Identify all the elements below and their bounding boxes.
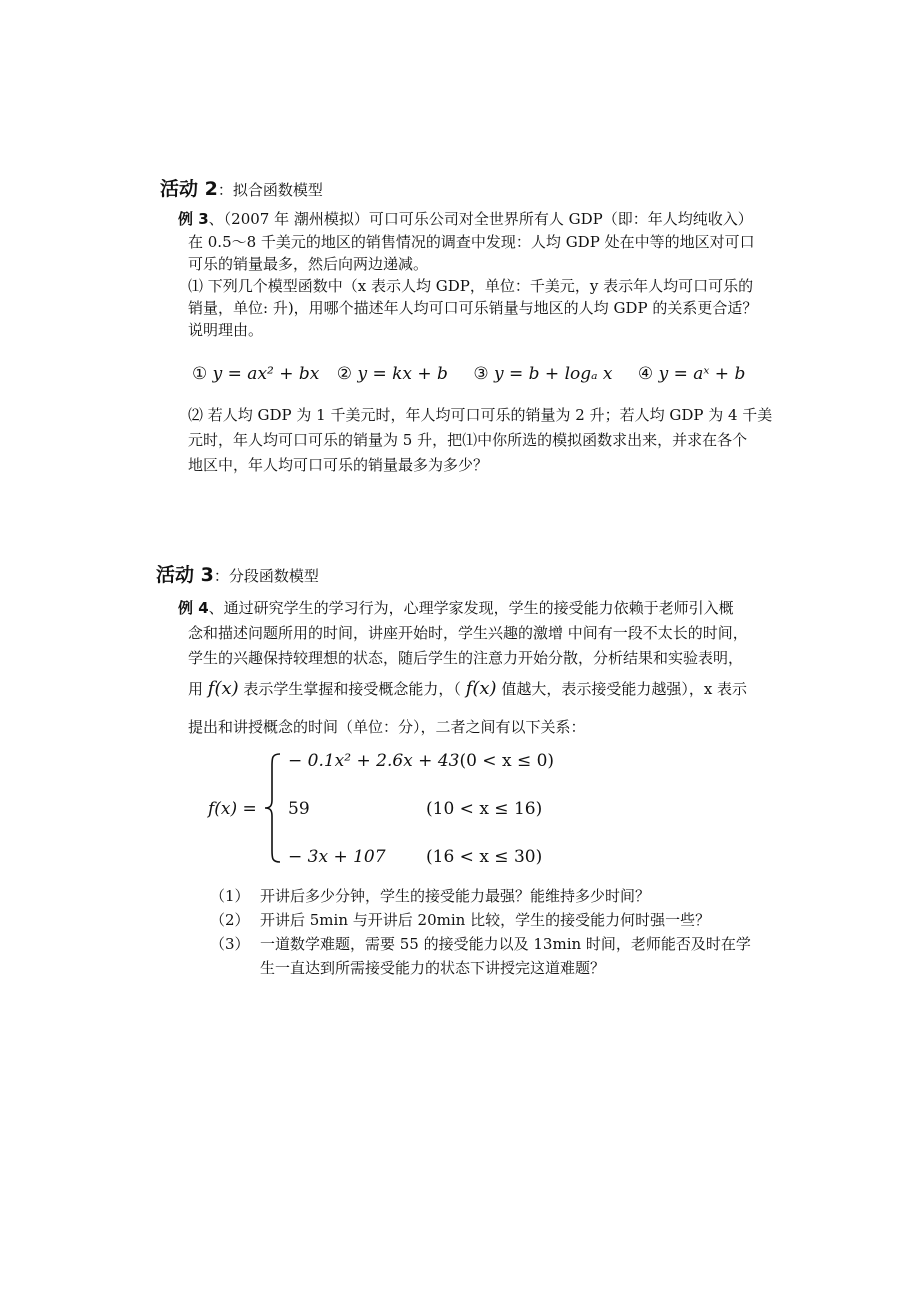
question-3-line-2: 生一直达到所需接受能力的状态下讲授完这道难题？ xyxy=(260,959,606,977)
piece-3-cond: (16 < x ≤ 30) xyxy=(426,847,543,867)
question-2-num: （2） xyxy=(210,911,250,929)
activity3-title: 活动 3 xyxy=(156,564,214,586)
piece-2 xyxy=(288,799,310,819)
fx-inline-1: f(x) xyxy=(207,678,239,699)
model-1: ① y = ax² + bx xyxy=(192,364,320,384)
question-1-num: （1） xyxy=(210,887,250,905)
example4-line-5: 提出和讲授概念的时间（单位：分），二者之间有以下关系： xyxy=(188,718,586,736)
model-4: ④ y = aˣ + b xyxy=(637,364,746,384)
part2-line-1: ⑵ 若人均 GDP 为 1 千美元时，年人均可口可乐的销量为 2 升；若人均 GDP 为 4 千美 xyxy=(188,406,773,424)
question-3 xyxy=(210,933,751,955)
example3-line-5: 销量，单位: 升)，用哪个描述年人均可口可乐销量与地区的人均 GDP 的关系更合适？ xyxy=(188,299,758,317)
example3-body xyxy=(188,231,757,341)
example3-line-4: ⑴ 下列几个模型函数中（x 表示人均 GDP，单位：千美元，y 表示年人均可口可乐的 xyxy=(188,277,754,295)
fx-inline-2: f(x) xyxy=(465,678,497,699)
activity2-sep: ： xyxy=(217,181,233,199)
question-1-text: 开讲后多少分钟，学生的接受能力最强？能维持多少时间？ xyxy=(260,887,651,905)
piece-3-expr: − 3x + 107 xyxy=(288,847,386,867)
question-2 xyxy=(210,909,710,931)
part2-line-2: 元时，年人均可口可乐的销量为 5 升，把⑴中你所选的模拟函数求出来，并求在各个 xyxy=(188,431,748,449)
piecewise-lhs: f(x) = xyxy=(208,799,257,819)
piece-2-expr: 59 xyxy=(288,799,310,819)
example4-block xyxy=(178,596,734,621)
question-2-text: 开讲后 5min 与开讲后 20min 比较，学生的接受能力何时强一些？ xyxy=(260,911,711,929)
model-2: ② y = kx + b xyxy=(336,364,448,384)
example3-line-6: 说明理由。 xyxy=(188,321,264,339)
example3-block xyxy=(178,208,753,230)
models-row xyxy=(192,364,745,384)
example3-part2 xyxy=(188,403,772,478)
example3-line-2: 在 0.5～8 千美元的地区的销售情况的调查中发现：人均 GDP 处在中等的地区对可口 xyxy=(188,233,755,251)
question-3-text-1: 一道数学难题，需要 55 的接受能力以及 13min 时间，老师能否及时在学 xyxy=(260,935,751,953)
example4-text-1: 、通过研究学生的学习行为，心理学家发现，学生的接受能力依赖于老师引入概 xyxy=(208,599,734,617)
activity3-subtitle: 分段函数模型 xyxy=(228,567,319,585)
piece-1-cond: (0 < x ≤ 0) xyxy=(459,751,555,771)
activity2-subtitle: 拟合函数模型 xyxy=(232,181,323,199)
example3-label: 例 3 xyxy=(178,210,209,228)
example4-line-4: 用 f(x) 表示学生掌握和接受概念能力，（ f(x) 值越大，表示接受能力越强），x 表示 xyxy=(188,678,748,699)
example3-line-3: 可乐的销量最多，然后向两边递减。 xyxy=(188,255,429,273)
example3-text-1: 、（2007 年 潮州模拟）可口可乐公司对全世界所有人 GDP（即：年人均纯收入） xyxy=(208,210,753,228)
piece-1-expr: − 0.1x² + 2.6x + 43 xyxy=(288,751,460,771)
piece-3 xyxy=(288,847,386,867)
example4-label: 例 4 xyxy=(178,599,209,617)
example3-line-1 xyxy=(178,208,753,230)
piece-1 xyxy=(288,751,554,771)
example4-line-3: 学生的兴趣保持较理想的状态，随后学生的注意力开始分散，分析结果和实验表明， xyxy=(188,649,744,667)
activity3-sep: ： xyxy=(213,567,229,585)
question-3-num: （3） xyxy=(210,935,250,953)
example4-body xyxy=(188,621,748,671)
activity3-heading xyxy=(156,560,319,587)
piece-2-cond: (10 < x ≤ 16) xyxy=(426,799,543,819)
activity2-title: 活动 2 xyxy=(160,178,218,200)
activity2-heading xyxy=(160,174,323,201)
piecewise-brace xyxy=(262,752,284,864)
example4-line-2: 念和描述问题所用的时间，讲座开始时，学生兴趣的激增 中间有一段不太长的时间， xyxy=(188,624,748,642)
model-3: ③ y = b + logₐ x xyxy=(473,364,613,384)
question-1 xyxy=(210,885,650,907)
example4-line-1 xyxy=(178,596,734,621)
part2-line-3: 地区中，年人均可口可乐的销量最多为多少？ xyxy=(188,456,489,474)
